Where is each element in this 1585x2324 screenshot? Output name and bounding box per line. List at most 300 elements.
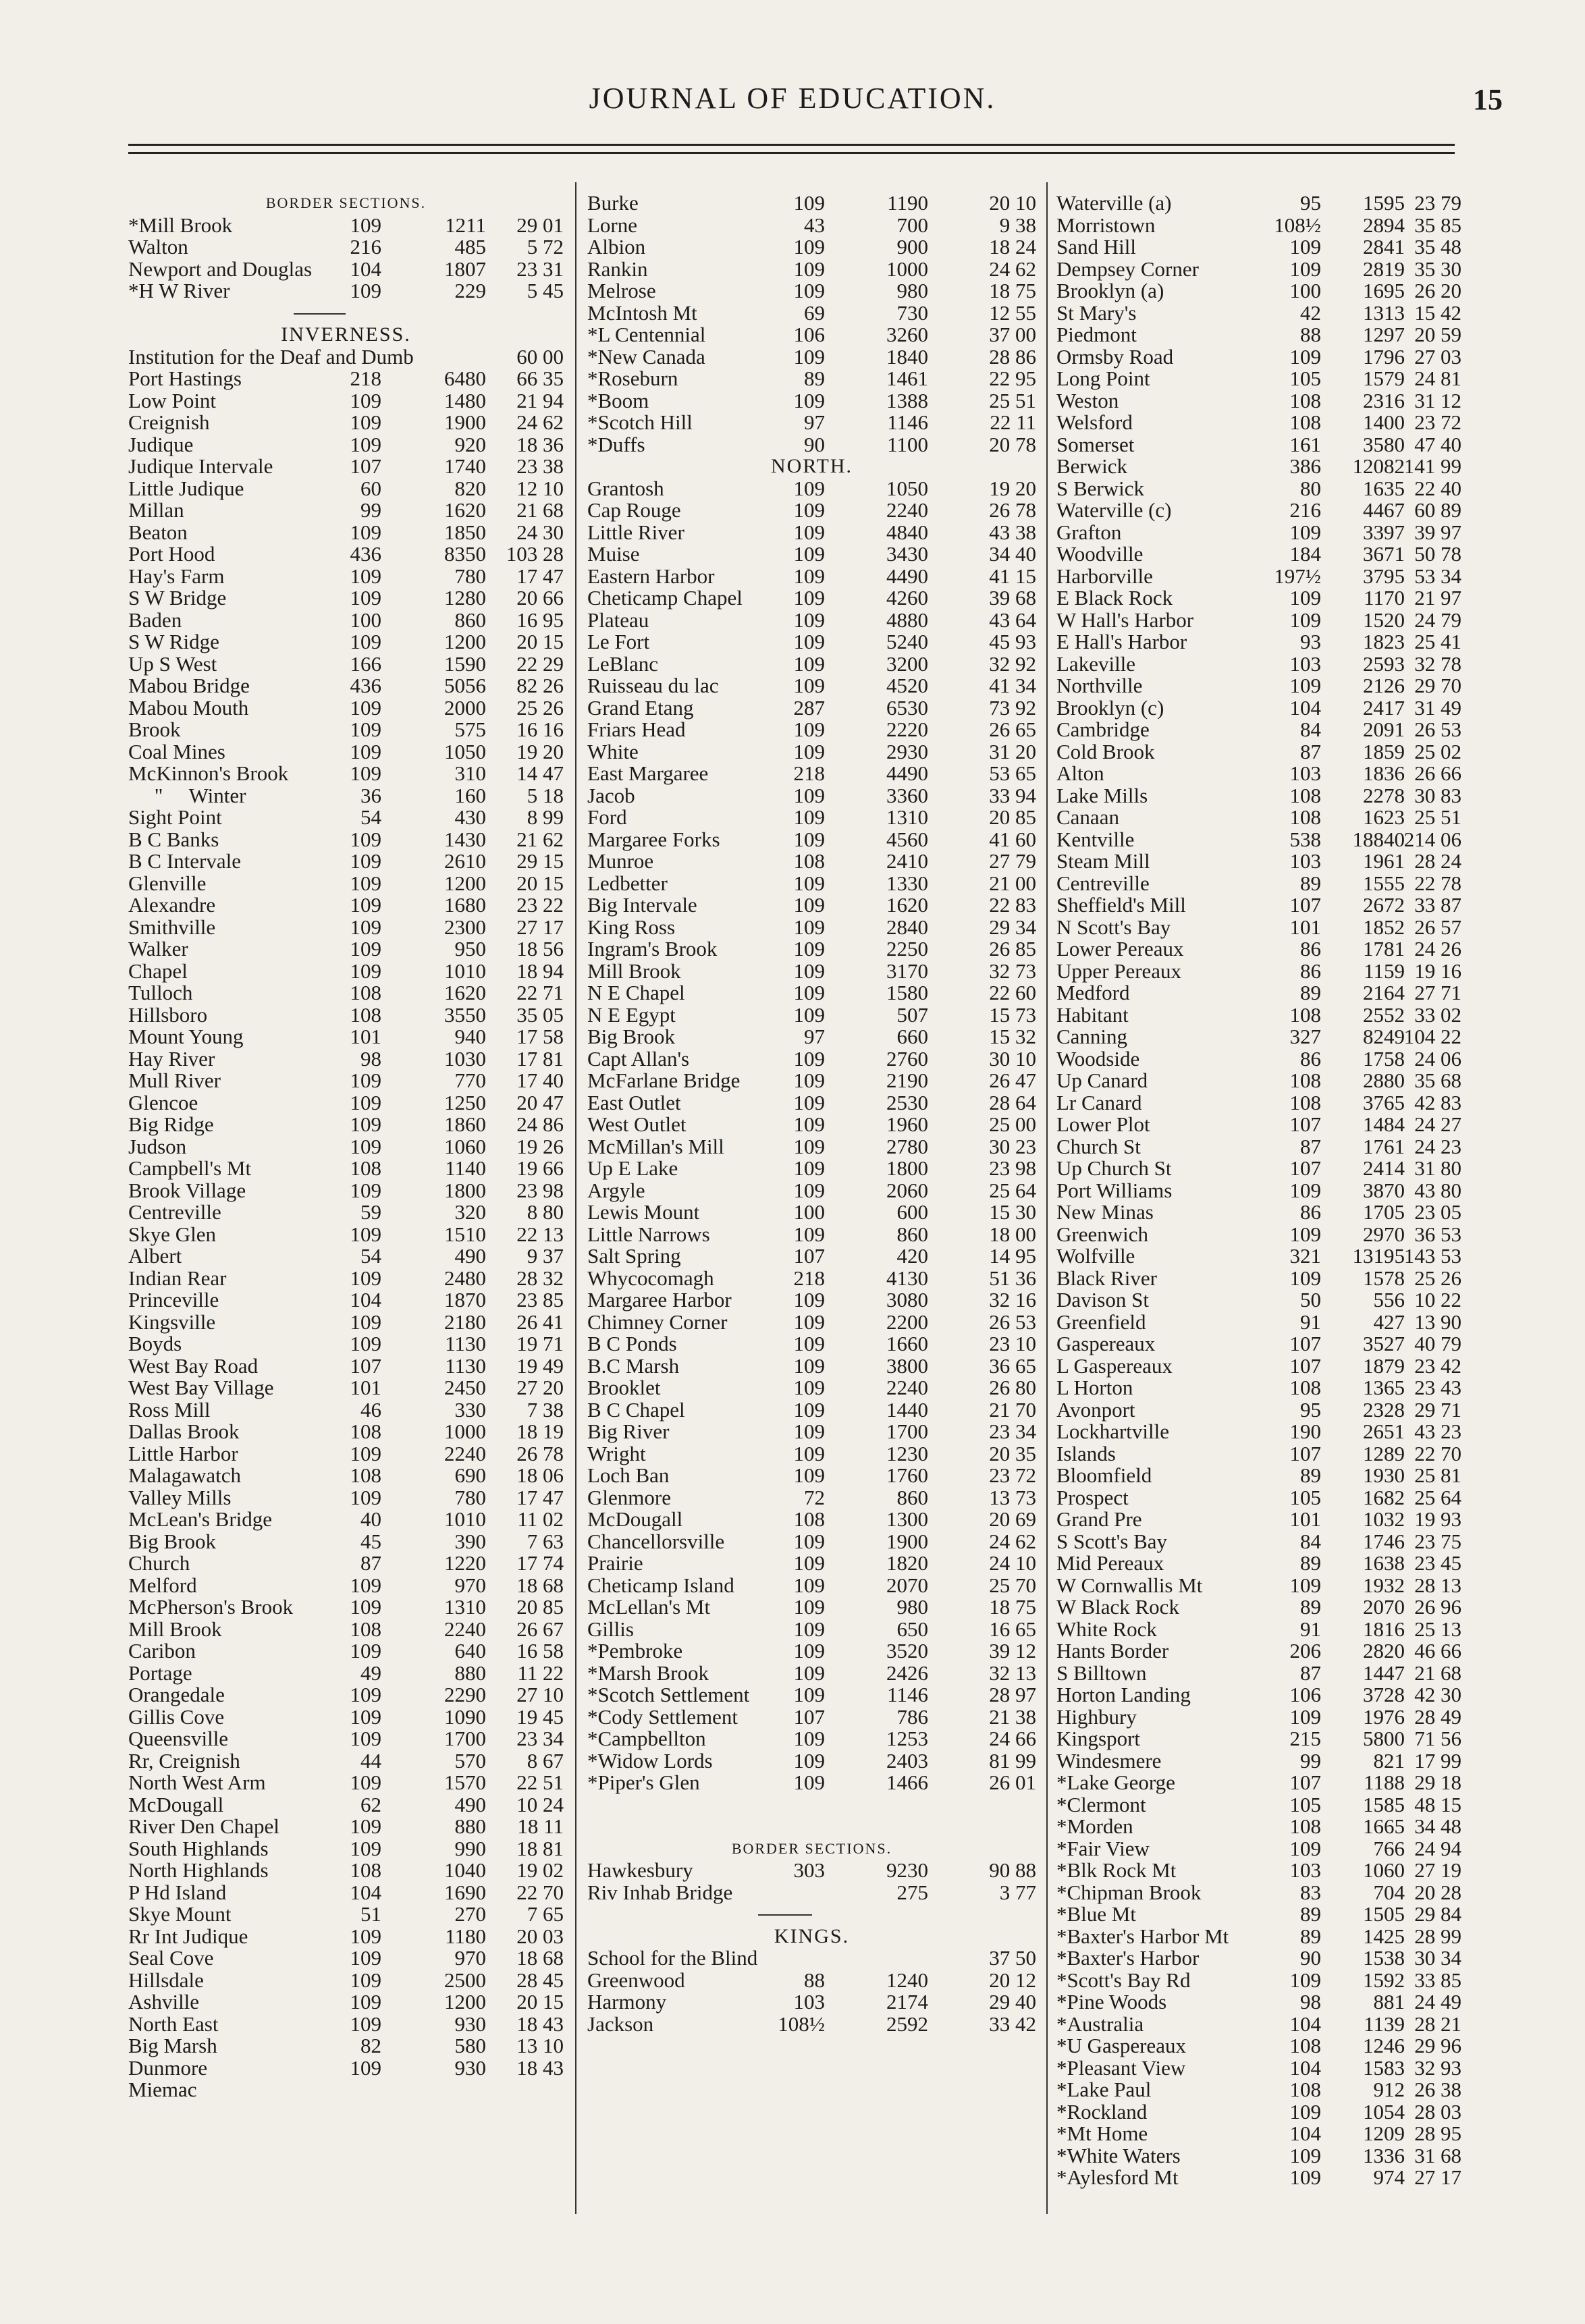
table-row bbox=[587, 1026, 1036, 1048]
section-name: *L Centennial bbox=[587, 323, 706, 346]
table-row bbox=[587, 607, 1036, 632]
section-name: Mount Young bbox=[128, 1025, 244, 1048]
days-value: 109 bbox=[793, 1288, 825, 1312]
attendance-value: 1870 bbox=[444, 1288, 486, 1312]
table-row bbox=[587, 1619, 1036, 1641]
amount-value: 18 43 bbox=[516, 2055, 564, 2080]
section-name: Campbell's Mt bbox=[128, 1156, 252, 1180]
days-value: 103 bbox=[1289, 1858, 1321, 1882]
table-row bbox=[587, 1728, 1036, 1750]
section-name: McKinnon's Brook bbox=[128, 761, 289, 785]
section-name: River Den Chapel bbox=[128, 1814, 279, 1838]
section-name: Plateau bbox=[587, 607, 649, 632]
table-row bbox=[128, 1509, 564, 1531]
table-row bbox=[587, 566, 1036, 588]
section-name: Gaspereaux bbox=[1056, 1332, 1156, 1355]
attendance-value: 1466 bbox=[886, 1771, 928, 1794]
section-name: *Boom bbox=[587, 388, 649, 412]
days-value: 109 bbox=[1289, 1178, 1321, 1202]
section-name: Grafton bbox=[1056, 520, 1122, 544]
section-name: Glenmore bbox=[587, 1485, 671, 1509]
days-value: 109 bbox=[793, 256, 825, 281]
attendance-value: 1146 bbox=[887, 1683, 928, 1706]
days-value: 84 bbox=[1300, 718, 1321, 741]
attendance-value: 1188 bbox=[1364, 1771, 1405, 1794]
attendance-value: 2780 bbox=[886, 1134, 928, 1158]
amount-value: 20 15 bbox=[516, 871, 564, 895]
attendance-value: 1010 bbox=[444, 958, 486, 983]
attendance-value: 2180 bbox=[444, 1309, 486, 1334]
amount-value: 51 36 bbox=[989, 1266, 1036, 1290]
table-row bbox=[128, 1487, 564, 1509]
attendance-value: 1850 bbox=[444, 520, 486, 544]
days-value: 109 bbox=[793, 871, 825, 895]
amount-value: 28 49 bbox=[1414, 1704, 1461, 1729]
attendance-value: 1180 bbox=[445, 1924, 486, 1948]
section-name: *H W River bbox=[128, 279, 230, 302]
section-name: Salt Spring bbox=[587, 1244, 681, 1268]
attendance-value: 2164 bbox=[1363, 981, 1405, 1004]
table-row bbox=[128, 1640, 564, 1663]
attendance-value: 2060 bbox=[886, 1178, 928, 1202]
days-value: 108 bbox=[1289, 783, 1321, 807]
amount-value: 20 35 bbox=[989, 1441, 1036, 1465]
attendance-value: 1660 bbox=[886, 1332, 928, 1355]
table-row bbox=[1056, 917, 1461, 939]
section-name: Up S West bbox=[128, 651, 217, 676]
amount-value: 43 38 bbox=[989, 520, 1036, 544]
amount-value: 31 12 bbox=[1414, 388, 1461, 412]
section-name: *Widow Lords bbox=[587, 1748, 713, 1773]
days-value: 109 bbox=[350, 2055, 381, 2080]
days-value: 104 bbox=[1289, 2011, 1321, 2036]
amount-value: 25 51 bbox=[989, 388, 1036, 412]
days-value: 109 bbox=[350, 1441, 381, 1465]
amount-value: 23 72 bbox=[1414, 410, 1461, 434]
days-value: 103 bbox=[1289, 651, 1321, 676]
days-value: 109 bbox=[793, 915, 825, 939]
table-row bbox=[128, 785, 564, 807]
table-row bbox=[128, 675, 564, 697]
amount-value: 31 80 bbox=[1414, 1156, 1461, 1180]
table-row bbox=[128, 1048, 564, 1071]
days-value: 109 bbox=[793, 344, 825, 369]
section-name: Grand Pre bbox=[1056, 1507, 1142, 1531]
days-value: 91 bbox=[1300, 1309, 1321, 1334]
amount-value: 21 68 bbox=[516, 498, 564, 522]
days-value: 72 bbox=[804, 1485, 825, 1509]
amount-value: 143 53 bbox=[1403, 1244, 1461, 1268]
amount-value: 29 01 bbox=[516, 213, 564, 237]
amount-value: 32 92 bbox=[989, 651, 1036, 676]
section-name: Skye Mount bbox=[128, 1902, 232, 1926]
amount-value: 16 65 bbox=[989, 1617, 1036, 1641]
amount-value: 25 02 bbox=[1414, 739, 1461, 763]
section-name: Skye Glen bbox=[128, 1222, 217, 1246]
amount-value: 22 11 bbox=[990, 410, 1036, 434]
days-value: 109 bbox=[793, 476, 825, 500]
amount-value: 20 69 bbox=[989, 1507, 1036, 1531]
table-row bbox=[128, 1706, 564, 1729]
section-name: Capt Allan's bbox=[587, 1046, 690, 1071]
section-name: Big Marsh bbox=[128, 2034, 217, 2057]
section-name: Riv Inhab Bridge bbox=[587, 1880, 733, 1904]
attendance-value: 1879 bbox=[1363, 1353, 1405, 1378]
attendance-value: 556 bbox=[1373, 1288, 1405, 1312]
days-value: 107 bbox=[1289, 1353, 1321, 1378]
table-row bbox=[587, 192, 1036, 215]
table-row bbox=[1056, 1268, 1461, 1290]
attendance-value: 270 bbox=[454, 1902, 486, 1926]
amount-value: 24 30 bbox=[516, 520, 564, 544]
section-name: Mill Brook bbox=[128, 1617, 222, 1641]
amount-value: 73 92 bbox=[989, 695, 1036, 720]
amount-value: 26 53 bbox=[1414, 718, 1461, 741]
amount-value: 47 40 bbox=[1414, 432, 1461, 456]
amount-value: 25 26 bbox=[1414, 1266, 1461, 1290]
amount-value: 20 15 bbox=[516, 630, 564, 653]
section-name: Grand Etang bbox=[587, 695, 694, 720]
table-row bbox=[128, 1552, 564, 1575]
days-value: 46 bbox=[360, 1397, 381, 1422]
days-value: 108½ bbox=[1274, 213, 1321, 237]
amount-value: 26 85 bbox=[989, 937, 1036, 961]
table-row bbox=[1056, 1377, 1461, 1399]
section-name: King Ross bbox=[587, 915, 676, 939]
table-row bbox=[587, 1309, 1036, 1334]
days-value: 108 bbox=[1289, 1376, 1321, 1399]
attendance-value: 1050 bbox=[444, 739, 486, 763]
days-value: 103 bbox=[793, 1990, 825, 2014]
amount-value: 22 60 bbox=[989, 981, 1036, 1004]
days-value: 109 bbox=[793, 1420, 825, 1443]
amount-value: 25 26 bbox=[516, 695, 564, 720]
amount-value: 26 01 bbox=[989, 1771, 1036, 1794]
attendance-value: 730 bbox=[896, 300, 928, 325]
days-value: 104 bbox=[350, 1288, 381, 1312]
section-name: *U Gaspereaux bbox=[1056, 2034, 1186, 2057]
amount-value: 17 58 bbox=[516, 1025, 564, 1048]
amount-value: 18 68 bbox=[516, 1946, 564, 1970]
table-row bbox=[128, 719, 564, 741]
attendance-value: 1746 bbox=[1363, 1529, 1405, 1553]
attendance-value: 650 bbox=[896, 1617, 928, 1641]
attendance-value: 860 bbox=[454, 607, 486, 632]
section-name: Hay River bbox=[128, 1046, 215, 1071]
section-name: Prairie bbox=[587, 1551, 643, 1575]
days-value: 109 bbox=[1289, 520, 1321, 544]
section-name: *Morden bbox=[1056, 1814, 1133, 1838]
table-row bbox=[1056, 607, 1461, 632]
table-row bbox=[128, 1619, 564, 1641]
days-value: 107 bbox=[1289, 1156, 1321, 1180]
table-row bbox=[587, 785, 1036, 807]
amount-value: 23 34 bbox=[516, 1727, 564, 1750]
section-name: McLean's Bridge bbox=[128, 1507, 273, 1531]
days-value: 218 bbox=[793, 761, 825, 785]
amount-value: 42 30 bbox=[1414, 1683, 1461, 1706]
section-name: Kingsport bbox=[1056, 1727, 1140, 1750]
section-name: Port Hastings bbox=[128, 367, 242, 390]
section-name: West Outlet bbox=[587, 1112, 687, 1136]
attendance-value: 766 bbox=[1373, 1836, 1405, 1860]
table-row bbox=[128, 1026, 564, 1048]
section-name: McMillan's Mill bbox=[587, 1134, 724, 1158]
amount-value: 23 98 bbox=[989, 1156, 1036, 1180]
attendance-value: 1289 bbox=[1363, 1441, 1405, 1465]
section-name: Walker bbox=[128, 937, 188, 961]
table-row bbox=[1056, 346, 1461, 369]
days-value: 99 bbox=[1300, 1748, 1321, 1773]
amount-value: 24 23 bbox=[1414, 1134, 1461, 1158]
table-row bbox=[1056, 324, 1461, 346]
attendance-value: 5056 bbox=[444, 674, 486, 697]
days-value: 109 bbox=[793, 1090, 825, 1114]
table-row bbox=[1056, 1838, 1461, 1860]
table-row bbox=[1056, 543, 1461, 566]
section-name: *Lake George bbox=[1056, 1771, 1175, 1794]
amount-value: 23 31 bbox=[516, 256, 564, 281]
section-name: Northville bbox=[1056, 674, 1143, 697]
amount-value: 16 95 bbox=[516, 607, 564, 632]
section-name: B.C Marsh bbox=[587, 1353, 680, 1378]
table-row bbox=[1056, 1903, 1461, 1926]
attendance-value: 3527 bbox=[1363, 1332, 1405, 1355]
section-name: Smithville bbox=[128, 915, 216, 939]
section-name: Canaan bbox=[1056, 805, 1119, 829]
attendance-value: 700 bbox=[896, 213, 928, 237]
attendance-value: 3080 bbox=[886, 1288, 928, 1312]
section-name: W Hall's Harbor bbox=[1056, 607, 1194, 632]
attendance-value: 1900 bbox=[886, 1529, 928, 1553]
days-value: 109 bbox=[350, 388, 381, 412]
table-row bbox=[128, 1158, 564, 1180]
days-value: 89 bbox=[1300, 871, 1321, 895]
days-value: 101 bbox=[350, 1376, 381, 1399]
table-row bbox=[1056, 587, 1461, 610]
days-value: 109 bbox=[793, 739, 825, 763]
table-row bbox=[587, 1684, 1036, 1706]
table-row bbox=[587, 1947, 1036, 1970]
amount-value: 18 19 bbox=[516, 1420, 564, 1443]
attendance-value: 2841 bbox=[1363, 235, 1405, 259]
table-row bbox=[587, 894, 1036, 917]
section-name: Piedmont bbox=[1056, 323, 1137, 346]
section-name: Coal Mines bbox=[128, 739, 225, 763]
days-value: 107 bbox=[793, 1704, 825, 1729]
amount-value: 26 53 bbox=[989, 1309, 1036, 1334]
attendance-value: 640 bbox=[454, 1639, 486, 1663]
attendance-value: 1170 bbox=[1364, 586, 1405, 610]
table-row bbox=[1056, 807, 1461, 829]
attendance-value: 310 bbox=[454, 761, 486, 785]
table-row bbox=[1056, 192, 1461, 215]
attendance-value: 4520 bbox=[886, 674, 928, 697]
table-row bbox=[128, 1309, 564, 1334]
attendance-value: 1859 bbox=[1363, 739, 1405, 763]
table-row bbox=[587, 631, 1036, 653]
attendance-value: 275 bbox=[896, 1880, 928, 1904]
attendance-value: 1665 bbox=[1363, 1814, 1405, 1838]
attendance-value: 3520 bbox=[886, 1639, 928, 1663]
days-value: 87 bbox=[360, 1551, 381, 1575]
section-name: Brook bbox=[128, 718, 181, 741]
attendance-value: 690 bbox=[454, 1463, 486, 1487]
table-row bbox=[587, 1575, 1036, 1597]
table-row bbox=[1056, 2101, 1461, 2124]
section-name: *Blue Mt bbox=[1056, 1902, 1136, 1926]
table-row bbox=[1056, 1728, 1461, 1750]
amount-value: 19 45 bbox=[516, 1704, 564, 1729]
table-row bbox=[587, 1706, 1036, 1729]
days-value: 104 bbox=[1289, 2122, 1321, 2145]
attendance-value: 1578 bbox=[1363, 1266, 1405, 1290]
section-name: Gillis bbox=[587, 1617, 634, 1641]
section-name: Steam Mill bbox=[1056, 849, 1150, 873]
days-value: 109 bbox=[1289, 256, 1321, 281]
amount-value: 23 79 bbox=[1414, 191, 1461, 215]
amount-value: 29 40 bbox=[989, 1990, 1036, 2014]
days-value: 109 bbox=[350, 1485, 381, 1509]
section-name: *Australia bbox=[1056, 2011, 1144, 2036]
amount-value: 23 34 bbox=[989, 1420, 1036, 1443]
table-row bbox=[587, 478, 1036, 500]
attendance-value: 1620 bbox=[444, 981, 486, 1004]
attendance-value: 1505 bbox=[1363, 1902, 1405, 1926]
section-name: Little Judique bbox=[128, 476, 244, 500]
amount-value: 5 45 bbox=[527, 279, 564, 302]
days-value: 108 bbox=[1289, 1090, 1321, 1114]
amount-value: 22 78 bbox=[1414, 871, 1461, 895]
section-name: Judique Intervale bbox=[128, 454, 273, 478]
table-row bbox=[128, 280, 564, 302]
section-name: B C Ponds bbox=[587, 1332, 677, 1355]
amount-value: 103 28 bbox=[506, 542, 564, 566]
spacer bbox=[587, 1816, 1036, 1838]
column-divider-1 bbox=[575, 182, 576, 2214]
amount-value: 22 70 bbox=[516, 1880, 564, 1904]
amount-value: 19 93 bbox=[1414, 1507, 1461, 1531]
amount-value: 23 10 bbox=[989, 1332, 1036, 1355]
days-value: 109 bbox=[1289, 1222, 1321, 1246]
table-row bbox=[128, 2079, 564, 2101]
days-value: 89 bbox=[1300, 981, 1321, 1004]
table-row bbox=[587, 1750, 1036, 1773]
amount-value: 24 62 bbox=[989, 1529, 1036, 1553]
amount-value: 34 40 bbox=[989, 542, 1036, 566]
table-row bbox=[128, 1355, 564, 1378]
days-value: 218 bbox=[350, 367, 381, 390]
attendance-value: 600 bbox=[896, 1200, 928, 1224]
days-value: 89 bbox=[1300, 1902, 1321, 1926]
table-row bbox=[128, 1816, 564, 1838]
amount-value: 14 47 bbox=[516, 761, 564, 785]
table-row bbox=[1056, 1619, 1461, 1641]
amount-value: 12 55 bbox=[989, 300, 1036, 325]
amount-value: 12 10 bbox=[516, 476, 564, 500]
table-row bbox=[128, 1838, 564, 1860]
attendance-value: 2410 bbox=[886, 849, 928, 873]
table-row bbox=[1056, 2011, 1461, 2036]
table-row bbox=[128, 2011, 564, 2036]
days-value: 109 bbox=[350, 1946, 381, 1970]
days-value: 109 bbox=[793, 1727, 825, 1750]
attendance-value: 1032 bbox=[1363, 1507, 1405, 1531]
section-name: Hay's Farm bbox=[128, 564, 225, 588]
attendance-value: 1807 bbox=[444, 256, 486, 281]
amount-value: 5 18 bbox=[527, 783, 564, 807]
amount-value: 37 00 bbox=[989, 323, 1036, 346]
attendance-value: 1781 bbox=[1363, 937, 1405, 961]
amount-value: 141 99 bbox=[1403, 454, 1461, 478]
table-row bbox=[1056, 1309, 1461, 1334]
section-name: Brook Village bbox=[128, 1178, 246, 1202]
days-value: 109 bbox=[793, 607, 825, 632]
section-name: Lower Pereaux bbox=[1056, 937, 1184, 961]
amount-value: 27 79 bbox=[989, 849, 1036, 873]
table-row bbox=[128, 1684, 564, 1706]
days-value: 109 bbox=[350, 1222, 381, 1246]
table-row bbox=[587, 850, 1036, 873]
days-value: 109 bbox=[793, 1551, 825, 1575]
amount-value: 21 68 bbox=[1414, 1660, 1461, 1685]
table-row bbox=[587, 1860, 1036, 1882]
table-row bbox=[587, 1531, 1036, 1553]
section-name: Grantosh bbox=[587, 476, 664, 500]
attendance-value: 1800 bbox=[444, 1178, 486, 1202]
amount-value: 28 95 bbox=[1414, 2122, 1461, 2145]
amount-value: 33 87 bbox=[1414, 893, 1461, 917]
days-value: 108 bbox=[350, 1156, 381, 1180]
section-name: Lake Mills bbox=[1056, 783, 1148, 807]
attendance-value: 1740 bbox=[444, 454, 486, 478]
amount-value: 21 62 bbox=[516, 827, 564, 851]
days-value: 109 bbox=[1289, 1573, 1321, 1597]
days-value: 109 bbox=[793, 630, 825, 653]
table-row bbox=[128, 653, 564, 676]
attendance-value: 1200 bbox=[444, 871, 486, 895]
table-row bbox=[128, 566, 564, 588]
amount-value: 30 23 bbox=[989, 1134, 1036, 1158]
amount-value: 20 10 bbox=[989, 191, 1036, 215]
section-name: Sand Hill bbox=[1056, 235, 1136, 259]
days-value: 109 bbox=[793, 1002, 825, 1027]
table-row bbox=[128, 829, 564, 851]
table-row bbox=[1056, 1092, 1461, 1114]
attendance-value: 1330 bbox=[886, 871, 928, 895]
amount-value: 18 56 bbox=[516, 937, 564, 961]
section-name: Big Brook bbox=[128, 1529, 217, 1553]
table-row bbox=[1056, 938, 1461, 961]
days-value: 100 bbox=[1289, 279, 1321, 302]
section-name: *Blk Rock Mt bbox=[1056, 1858, 1177, 1882]
attendance-value: 1280 bbox=[444, 586, 486, 610]
amount-value: 23 98 bbox=[516, 1178, 564, 1202]
amount-value: 30 34 bbox=[1414, 1946, 1461, 1970]
days-value: 109 bbox=[350, 1771, 381, 1794]
section-name: Harmony bbox=[587, 1990, 667, 2014]
attendance-value: 974 bbox=[1373, 2165, 1405, 2189]
section-name: Munroe bbox=[587, 849, 654, 873]
section-name: St Mary's bbox=[1056, 300, 1137, 325]
amount-value: 33 42 bbox=[989, 2011, 1036, 2036]
table-row bbox=[1056, 1794, 1461, 1816]
table-row bbox=[1056, 1816, 1461, 1838]
attendance-value: 4467 bbox=[1363, 498, 1405, 522]
amount-value: 39 68 bbox=[989, 586, 1036, 610]
amount-value: 20 28 bbox=[1414, 1880, 1461, 1904]
table-row bbox=[587, 236, 1036, 259]
